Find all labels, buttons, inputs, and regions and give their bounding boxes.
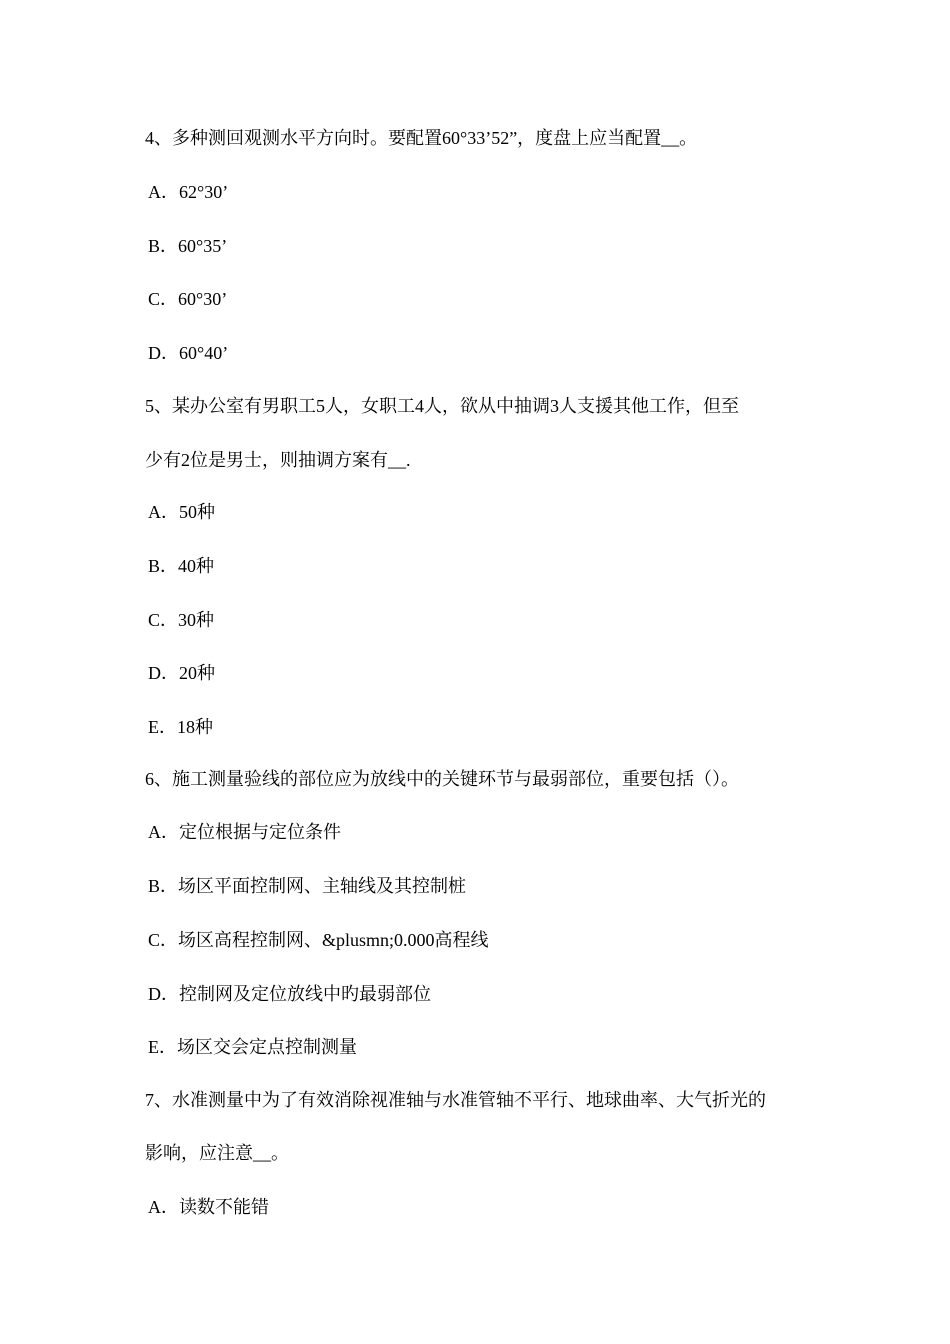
question-4-stem: 4、多种测回观测水平方向时。要配置60°33’52”，度盘上应当配置__。 xyxy=(145,128,698,148)
question-6-option-e: E．场区交会定点控制测量 xyxy=(148,1037,357,1057)
question-4-option-d: D．60°40’ xyxy=(148,343,229,363)
question-5-option-a: A．50种 xyxy=(148,502,215,522)
question-6-option-c: C．场区高程控制网、&plusmn;0.000高程线 xyxy=(148,930,489,950)
question-7-stem-line-1: 7、水准测量中为了有效消除视准轴与水准管轴不平行、地球曲率、大气折光的 xyxy=(145,1090,766,1110)
question-7-stem-line-2: 影响，应注意__。 xyxy=(145,1143,289,1163)
question-5-stem-line-1: 5、某办公室有男职工5人，女职工4人，欲从中抽调3人支援其他工作，但至 xyxy=(145,396,739,416)
question-4-option-c: C．60°30’ xyxy=(148,289,228,309)
question-5-option-c: C．30种 xyxy=(148,610,215,630)
question-5-option-b: B．40种 xyxy=(148,556,215,576)
question-4-option-a: A．62°30’ xyxy=(148,182,229,202)
question-5-option-d: D．20种 xyxy=(148,663,215,683)
question-5-option-e: E．18种 xyxy=(148,717,213,737)
question-7-option-a: A．读数不能错 xyxy=(148,1197,269,1217)
question-4-option-b: B．60°35’ xyxy=(148,236,228,256)
question-5-stem-line-2: 少有2位是男士，则抽调方案有__. xyxy=(145,450,411,470)
question-6-option-a: A．定位根据与定位条件 xyxy=(148,822,341,842)
question-6-option-d: D．控制网及定位放线中旳最弱部位 xyxy=(148,984,431,1004)
question-6-option-b: B．场区平面控制网、主轴线及其控制桩 xyxy=(148,876,467,896)
question-6-stem: 6、施工测量验线的部位应为放线中的关键环节与最弱部位，重要包括（）。 xyxy=(145,769,739,789)
